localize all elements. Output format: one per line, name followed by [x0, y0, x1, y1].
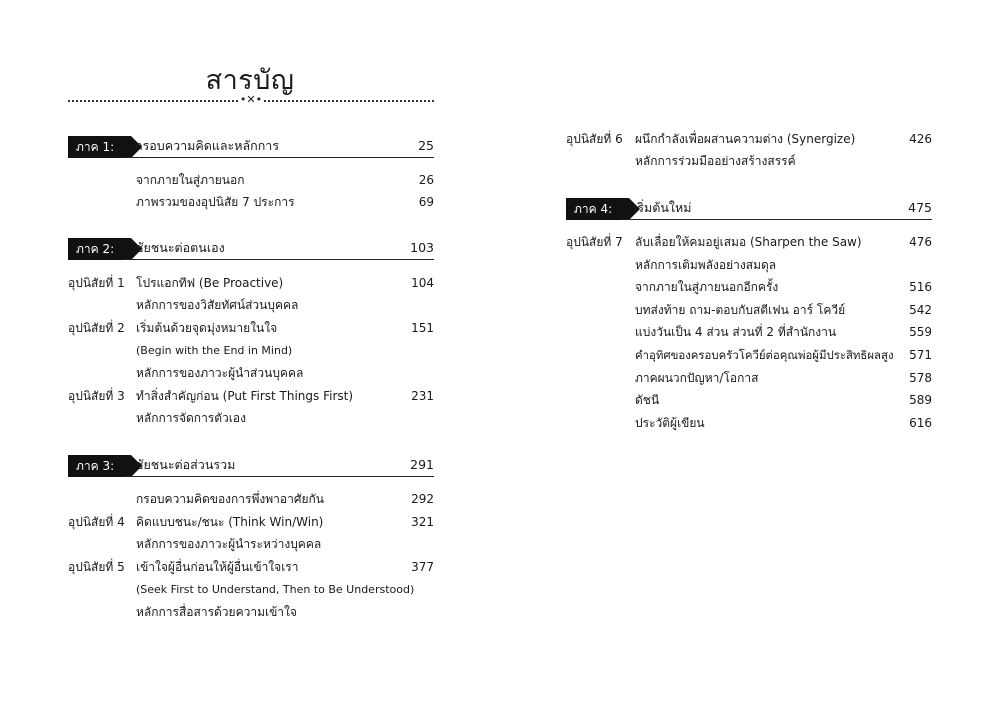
toc-entry[interactable]	[566, 344, 932, 366]
entry-text: เข้าใจผู้อื่นก่อนให้ผู้อื่นเข้าใจเรา	[136, 560, 299, 574]
part-title: ชัยชนะต่อตนเอง	[135, 240, 225, 255]
part-page: 475	[908, 200, 932, 215]
part-label: ภาค 2:	[68, 238, 131, 260]
ornament-mark: •✕•	[239, 93, 263, 106]
toc-entry[interactable]	[68, 407, 434, 429]
entry-text: หลักการของวิสัยทัศน์ส่วนบุคคล	[136, 298, 299, 312]
entry-page: 151	[411, 321, 434, 335]
title-ornament	[68, 93, 434, 107]
entry-text: ผนึกกำลังเพื่อผสานความต่าง (Synergize)	[635, 132, 856, 146]
toc-entry[interactable]	[68, 533, 434, 555]
entry-text: ดัชนี	[635, 393, 660, 407]
habit-label: อุปนิสัยที่ 6	[566, 132, 623, 146]
toc-entry[interactable]	[566, 367, 932, 389]
part-label: ภาค 1:	[68, 136, 131, 158]
part-rule	[123, 259, 434, 260]
entry-text: (Seek First to Understand, Then to Be Understood)	[136, 583, 415, 596]
entry-page: 578	[909, 371, 932, 385]
toc-entry[interactable]	[68, 601, 434, 623]
entry-text: แบ่งวันเป็น 4 ส่วน ส่วนที่ 2 ที่สำนักงาน	[635, 325, 837, 339]
part-4-header[interactable]	[566, 198, 932, 220]
entry-text: โปรแอกทีฟ (Be Proactive)	[136, 276, 284, 290]
part-label: ภาค 3:	[68, 455, 131, 477]
part-2-header[interactable]	[68, 238, 434, 260]
entry-page: 292	[411, 492, 434, 506]
toc-entry[interactable]	[68, 317, 434, 339]
entry-page: 377	[411, 560, 434, 574]
habit-label: อุปนิสัยที่ 5	[68, 560, 125, 574]
part-1-header[interactable]	[68, 136, 434, 158]
entry-text: หลักการจัดการตัวเอง	[136, 411, 246, 425]
entry-page: 69	[418, 195, 434, 209]
entry-text: คำอุทิศของครอบครัวโควีย์ต่อคุณพ่อผู้มีประสิทธิผลสูง	[635, 348, 894, 362]
entry-page: 476	[909, 235, 932, 249]
entry-page: 589	[909, 393, 932, 407]
toc-entry[interactable]	[68, 385, 434, 407]
entry-text: เริ่มต้นด้วยจุดมุ่งหมายในใจ	[136, 321, 278, 335]
toc-entry[interactable]	[566, 231, 932, 253]
toc-entry[interactable]	[566, 276, 932, 298]
part-label: ภาค 4:	[566, 198, 629, 220]
entry-page: 104	[411, 276, 434, 290]
part-title: ชัยชนะต่อส่วนรวม	[135, 457, 236, 472]
page-title: สารบัญ	[205, 65, 295, 96]
entry-text: หลักการสื่อสารด้วยความเข้าใจ	[136, 605, 297, 619]
entry-page: 426	[909, 132, 932, 146]
entry-page: 616	[909, 416, 932, 430]
toc-entry[interactable]	[68, 294, 434, 316]
part-3-header[interactable]	[68, 455, 434, 477]
entry-text: หลักการเติมพลังอย่างสมดุล	[635, 258, 777, 272]
part-title: เริ่มต้นใหม่	[633, 200, 692, 215]
toc-entry[interactable]	[566, 389, 932, 411]
entry-page: 26	[418, 173, 434, 187]
entry-page: 542	[909, 303, 932, 317]
entry-page: 321	[411, 515, 434, 529]
part-page: 291	[410, 457, 434, 472]
entry-text: บทส่งท้าย ถาม-ตอบกับสตีเฟน อาร์ โควีย์	[635, 303, 846, 317]
entry-text: ภาคผนวกปัญหา/โอกาส	[635, 371, 759, 385]
dotted-rule-left	[68, 100, 238, 102]
toc-entry[interactable]	[566, 254, 932, 276]
habit-label: อุปนิสัยที่ 3	[68, 389, 125, 403]
toc-entry[interactable]	[566, 150, 932, 172]
entry-text: หลักการร่วมมืออย่างสร้างสรรค์	[635, 154, 796, 168]
habit-label: อุปนิสัยที่ 1	[68, 276, 125, 290]
toc-entry[interactable]	[68, 556, 434, 578]
entry-text: กรอบความคิดของการพึ่งพาอาศัยกัน	[136, 492, 324, 506]
entry-page: 559	[909, 325, 932, 339]
entry-text: ลับเลื่อยให้คมอยู่เสมอ (Sharpen the Saw)	[635, 235, 862, 249]
entry-text: หลักการของภาวะผู้นำระหว่างบุคคล	[136, 537, 322, 551]
toc-entry[interactable]	[68, 488, 434, 510]
entry-text: ประวัติผู้เขียน	[635, 416, 705, 430]
entry-text: คิดแบบชนะ/ชนะ (Think Win/Win)	[136, 515, 324, 529]
toc-entry[interactable]	[566, 128, 932, 150]
part-title: กรอบความคิดและหลักการ	[135, 138, 280, 153]
entry-text: ทำสิ่งสำคัญก่อน (Put First Things First)	[136, 389, 354, 403]
part-page: 103	[410, 240, 434, 255]
habit-label: อุปนิสัยที่ 7	[566, 235, 623, 249]
toc-entry[interactable]	[68, 362, 434, 384]
entry-page: 231	[411, 389, 434, 403]
entry-text: หลักการของภาวะผู้นำส่วนบุคคล	[136, 366, 304, 380]
toc-entry[interactable]	[566, 412, 932, 434]
toc-entry[interactable]	[68, 340, 434, 362]
entry-text: (Begin with the End in Mind)	[136, 344, 293, 357]
entry-text: ภาพรวมของอุปนิสัย 7 ประการ	[136, 195, 295, 209]
part-rule	[123, 476, 434, 477]
entry-text: จากภายในสู่ภายนอก	[136, 173, 245, 187]
entry-text: จากภายในสู่ภายนอกอีกครั้ง	[635, 280, 779, 294]
toc-entry[interactable]	[566, 299, 932, 321]
entry-page: 571	[909, 348, 932, 362]
part-page: 25	[418, 138, 434, 153]
toc-entry[interactable]	[68, 169, 434, 191]
dotted-rule-right	[264, 100, 434, 102]
part-rule	[621, 219, 932, 220]
toc-entry[interactable]	[68, 191, 434, 213]
habit-label: อุปนิสัยที่ 4	[68, 515, 125, 529]
toc-entry[interactable]	[68, 511, 434, 533]
toc-entry[interactable]	[566, 321, 932, 343]
toc-entry[interactable]	[68, 272, 434, 294]
entry-page: 516	[909, 280, 932, 294]
part-rule	[123, 157, 434, 158]
toc-entry[interactable]	[68, 579, 434, 601]
habit-label: อุปนิสัยที่ 2	[68, 321, 125, 335]
